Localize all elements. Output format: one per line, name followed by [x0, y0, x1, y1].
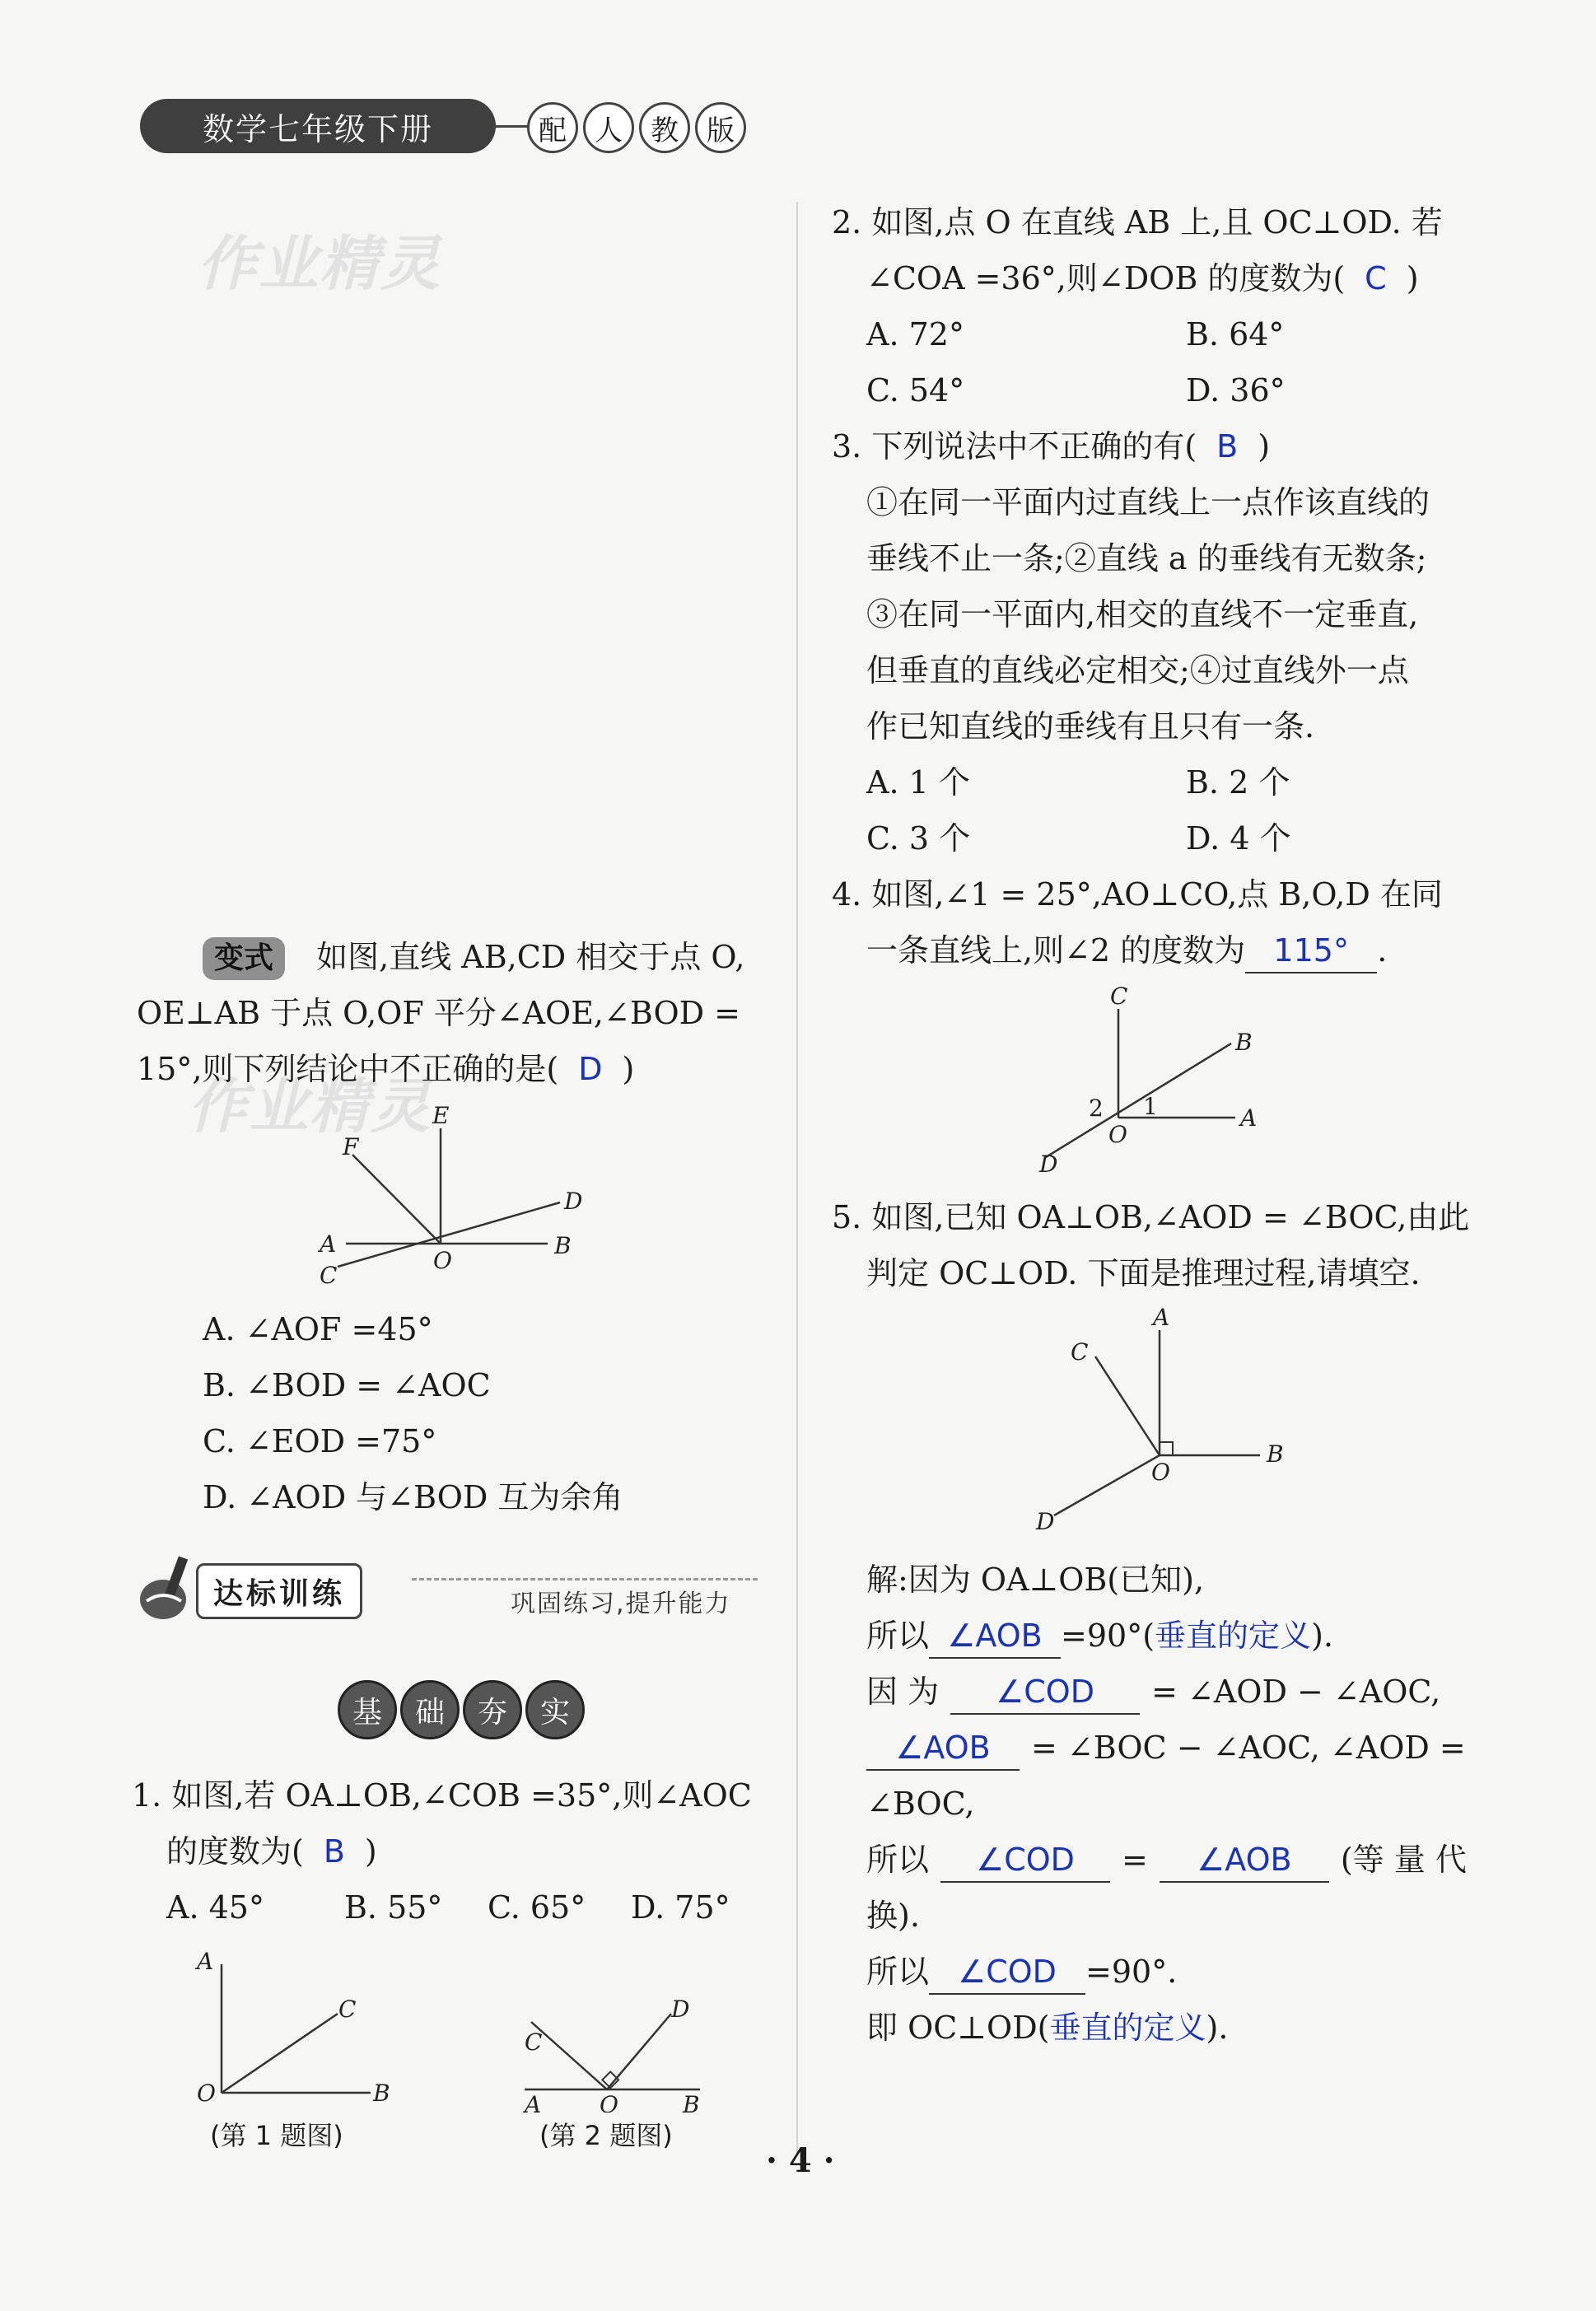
fig1-caption: (第 1 题图) — [210, 2120, 343, 2151]
svg-text:O: O — [1108, 1121, 1127, 1148]
q4-figure — [1029, 984, 1276, 1182]
svg-text:B: B — [1235, 1029, 1253, 1056]
svg-text:2: 2 — [1089, 1095, 1104, 1122]
svg-text:B: B — [1267, 1440, 1284, 1468]
header-connector — [492, 125, 529, 128]
page-number: · 4 · — [766, 2141, 835, 2180]
q3-text: 但垂直的直线必定相交;④过直线外一点 — [866, 652, 1409, 689]
q2-line1: 2. 如图,点 O 在直线 AB 上,且 OC⊥OD. 若 — [832, 204, 1443, 240]
q5-sol4: ∠AOB = ∠BOC − ∠AOC, ∠AOD = — [866, 1720, 1466, 1776]
variant-line2: OE⊥AB 于点 O,OF 平分∠AOE,∠BOD = — [137, 995, 741, 1031]
q5-sol5: ∠BOC, — [866, 1786, 975, 1822]
q5-sol8: 所以 ∠COD =90°. — [866, 1944, 1177, 2000]
q5-line1: 5. 如图,已知 OA⊥OB,∠AOD = ∠BOC,由此 — [832, 1199, 1470, 1235]
svg-text:O: O — [600, 2091, 618, 2113]
svg-text:D: D — [1039, 1151, 1058, 1178]
q2-line2: ∠COA =36°,则∠DOB 的度数为( C ) — [866, 260, 1419, 296]
variant-option-c: C. ∠EOD =75° — [203, 1423, 437, 1459]
q2-answer: C — [1365, 260, 1387, 296]
q5-sol9: 即 OC⊥OD(垂直的定义). — [866, 2010, 1229, 2046]
column-divider — [796, 202, 798, 2154]
variant-answer: D — [578, 1051, 603, 1087]
subsection-badges — [338, 1680, 585, 1739]
q5-blank2: 垂直的定义 — [1155, 1618, 1312, 1654]
svg-text:C: C — [1071, 1338, 1089, 1366]
q1-answer: B — [323, 1833, 345, 1870]
variant-option-d: D. ∠AOD 与∠BOD 互为余角 — [203, 1479, 623, 1515]
svg-text:A: A — [1153, 1305, 1170, 1331]
edition-badge: 人 — [583, 102, 634, 153]
variant-option-a: A. ∠AOF =45° — [203, 1311, 433, 1347]
svg-text:A: A — [197, 1948, 214, 1975]
subsection-badge: 基 — [338, 1680, 397, 1739]
label-E: E — [432, 1104, 450, 1129]
svg-text:O: O — [1151, 1459, 1170, 1486]
q5-figure — [1021, 1305, 1301, 1544]
q1-option-d: D. 75° — [631, 1889, 730, 1926]
q5-blank8: 垂直的定义 — [1049, 2010, 1206, 2046]
q2-option-b: B. 64° — [1186, 316, 1285, 352]
svg-text:D: D — [671, 1996, 690, 2023]
q2-figure — [515, 1989, 712, 2113]
q3-text: 作已知直线的垂线有且只有一条. — [866, 708, 1315, 745]
variant-line1: 变式 如图,直线 AB,CD 相交于点 O, — [203, 929, 744, 985]
subsection-badge: 夯 — [463, 1680, 522, 1739]
svg-text:O: O — [197, 2080, 216, 2107]
q3-option-b: B. 2 个 — [1186, 764, 1290, 801]
q5-blank1: ∠AOB — [929, 1614, 1061, 1659]
svg-text:C: C — [525, 2029, 543, 2056]
q5-blank6: ∠AOB — [1160, 1838, 1329, 1883]
q5-blank5: ∠COD — [940, 1838, 1110, 1883]
label-C: C — [320, 1262, 338, 1289]
q1-line2: 的度数为( B ) — [166, 1833, 377, 1870]
svg-text:B: B — [683, 2091, 700, 2113]
q1-option-a: A. 45° — [166, 1889, 264, 1926]
label-B: B — [554, 1232, 572, 1259]
section-subtitle: 巩固练习,提升能力 — [511, 1590, 731, 1618]
svg-text:D: D — [1036, 1508, 1055, 1535]
pencil-book-icon — [138, 1550, 196, 1624]
variant-option-b: B. ∠BOD = ∠AOC — [203, 1367, 491, 1403]
q3-option-d: D. 4 个 — [1186, 820, 1291, 857]
q5-blank3: ∠COD — [950, 1670, 1140, 1715]
q1-option-c: C. 65° — [488, 1889, 586, 1926]
section-title: 达标训练 — [196, 1563, 362, 1619]
q2-option-c: C. 54° — [866, 372, 965, 409]
q3-option-c: C. 3 个 — [866, 820, 971, 857]
svg-text:C: C — [1110, 984, 1128, 1010]
edition-badge: 版 — [695, 102, 746, 153]
variant-tag: 变式 — [203, 937, 285, 980]
svg-text:B: B — [373, 2080, 390, 2107]
q5-line2: 判定 OC⊥OD. 下面是推理过程,请填空. — [866, 1255, 1421, 1291]
svg-text:A: A — [1240, 1104, 1258, 1132]
q2-option-a: A. 72° — [866, 316, 964, 352]
q5-sol2: 所以 ∠AOB =90°(垂直的定义). — [866, 1608, 1333, 1664]
variant-line3: 15°,则下列结论中不正确的是( D ) — [137, 1051, 635, 1087]
q4-line1: 4. 如图,∠1 = 25°,AO⊥CO,点 B,O,D 在同 — [832, 876, 1443, 913]
svg-text:C: C — [338, 1996, 357, 2023]
section-dashed-line — [412, 1578, 758, 1580]
edition-badge: 配 — [527, 102, 578, 153]
q5-sol7: 换). — [866, 1898, 920, 1934]
q5-blank4: ∠AOB — [866, 1726, 1020, 1771]
q5-sol3: 因 为 ∠COD = ∠AOD − ∠AOC, — [866, 1664, 1440, 1720]
subsection-badge: 实 — [525, 1680, 585, 1739]
subsection-badge: 础 — [400, 1680, 460, 1739]
q1-line1: 1. 如图,若 OA⊥OB,∠COB =35°,则∠AOC — [132, 1777, 752, 1814]
header-title: 数学七年级下册 — [140, 99, 496, 153]
q3-option-a: A. 1 个 — [866, 764, 970, 801]
label-D: D — [564, 1188, 583, 1215]
edition-badges — [527, 102, 746, 153]
q2-option-d: D. 36° — [1186, 372, 1286, 409]
label-F: F — [343, 1133, 359, 1160]
label-A: A — [320, 1230, 337, 1258]
q3-text: 垂线不止一条;②直线 a 的垂线有无数条; — [866, 540, 1427, 577]
q3-text: ①在同一平面内过直线上一点作该直线的 — [866, 484, 1430, 521]
q4-answer: 115° — [1245, 929, 1377, 973]
variant-figure — [313, 1104, 593, 1293]
label-O: O — [433, 1247, 452, 1274]
watermark: 作业精灵 — [198, 229, 442, 298]
fig2-caption: (第 2 题图) — [539, 2120, 673, 2151]
q5-sol6: 所以 ∠COD = ∠AOB (等 量 代 — [866, 1832, 1467, 1888]
q4-line2: 一条直线上,则∠2 的度数为 115° . — [866, 922, 1387, 978]
q3-text: ③在同一平面内,相交的直线不一定垂直, — [866, 596, 1419, 633]
q5-blank7: ∠COD — [929, 1950, 1085, 1995]
q5-sol1: 解:因为 OA⊥OB(已知), — [866, 1562, 1205, 1598]
q3-line1: 3. 下列说法中不正确的有( B ) — [832, 428, 1271, 465]
q1-option-b: B. 55° — [344, 1889, 443, 1926]
edition-badge: 教 — [639, 102, 690, 153]
svg-text:1: 1 — [1143, 1093, 1158, 1120]
svg-text:A: A — [525, 2091, 542, 2113]
watermark: 作业精灵 — [188, 1071, 432, 1141]
q1-figure — [185, 1948, 399, 2113]
q3-answer: B — [1216, 428, 1239, 465]
